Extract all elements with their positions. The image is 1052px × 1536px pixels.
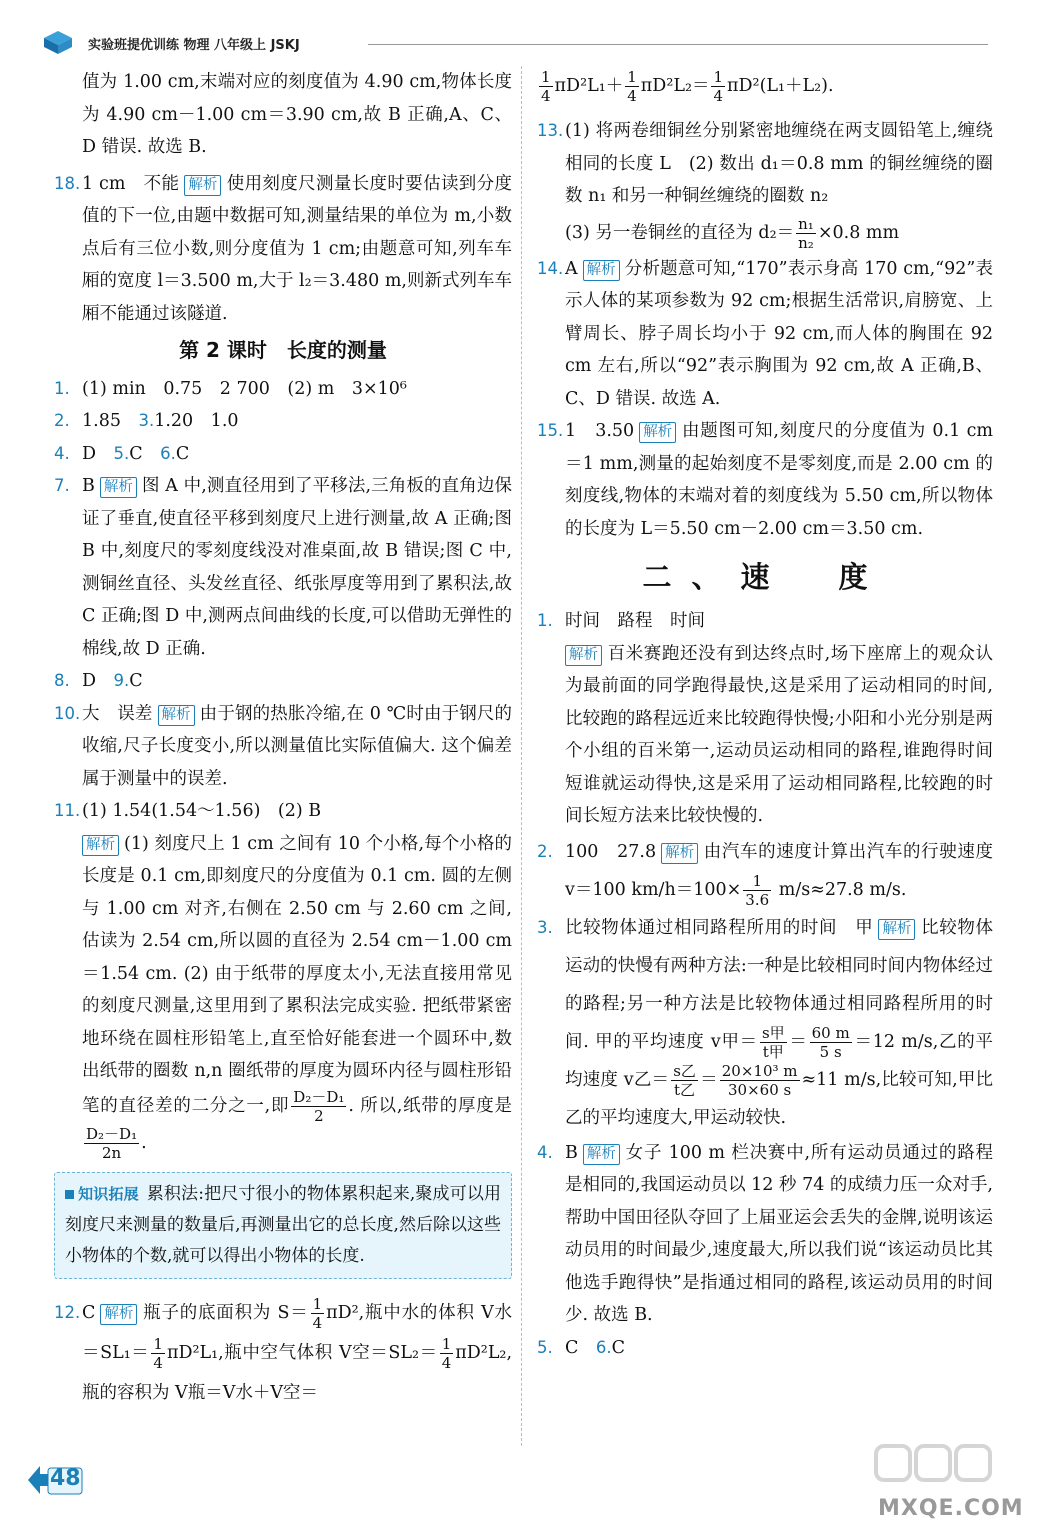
answer-18: 18. 1 cm 不能 解析 使用刻度尺测量长度时要估读到分度值的下一位,由题中数据可知,测量结果的单位为 m,小数点后有三位小数,则分度值为 1 cm;由题意可知,列车车厢的宽度 l＝3.500 m,大于 l₂＝3.480 m,则新式列车车厢不能通过该隧道.: [54, 173, 513, 324]
answer-12-continued: $\frac{1}{4}$ πD²L₁＋ $\frac{1}{4}$ πD²L₂＝ $\frac{1}{4}$ πD²(L₁＋L₂).: [541, 68, 834, 105]
column-divider: [521, 66, 522, 1446]
analysis-tag: 解析: [661, 843, 698, 864]
analysis-tag: 解析: [100, 1304, 137, 1325]
watermark-text: MXQE.COM: [878, 1496, 1024, 1521]
speed-answer-2: 2. 100 27.8 解析 由汽车的速度计算出汽车的行驶速度 v＝100 km/h＝100× $\frac{1}{3.6}$ m/s≈27.8 m/s.: [537, 841, 993, 909]
analysis-tag: 解析: [583, 260, 620, 281]
answer-1: 1. (1) min 0.75 2 700 (2) m 3×10⁶: [54, 378, 407, 399]
speed-answer-5-6: 5. C 6.C: [537, 1337, 626, 1358]
analysis-tag: 解析: [100, 477, 137, 498]
answer-17-continued: 值为 1.00 cm,末端对应的刻度值为 4.90 cm,物体长度为 4.90 cm－1.00 cm＝3.90 cm,故 B 正确,A、C、D 错误. 故选 B.: [82, 72, 512, 157]
answer-2-3: 2. 1.85 3.1.20 1.0: [54, 411, 239, 431]
square-bullet-icon: [65, 1190, 74, 1199]
speed-answer-1: 1. 时间 路程 时间 解析 百米赛跑还没有到达终点时,场下座席上的观众认为最前面的同学跑得最快,这是采用了运动相同的时间,比较跑的路程远近来比较跑得快慢;小阳和小光分别是两个小组的百米第一,运动员运动相同的路程,谁跑得时间短谁就运动得快,这是采用了运动相同路程,比较跑的时间长短方法来比较快慢的.: [537, 611, 993, 826]
analysis-tag: 解析: [878, 919, 915, 940]
answer-12: 12. C 解析 瓶子的底面积为 S＝ $\frac{1}{4}$ πD²,瓶中水的体积 V水＝SL₁＝ $\frac{1}{4}$ πD²L₁,瓶中空气体积 V空＝SL₂＝ $\frac{1}{4}$ πD²L₂,瓶的容积为 V瓶＝V水＋V空＝: [54, 1294, 513, 1403]
fraction: $\frac{\text{s乙}}{\text{t乙}}$: [673, 1061, 696, 1099]
answer-14: 14. A 解析 分析题意可知,“170”表示身高 170 cm,“92”表示人体的某项参数为 92 cm;根据生活常识,肩膀宽、上臂周长、脖子周长均小于 92 cm,而人体的胸围在 92 cm 左右,所以“92”表示胸围为 92 cm,故 A 正确,B、C、D 错误. 故选 A.: [537, 258, 993, 409]
answer-8-9: 8. D 9.C: [54, 671, 143, 691]
fraction: $\frac{1}{4}$: [312, 1294, 323, 1332]
section-title-lesson2: 第 2 课时 长度的测量: [179, 338, 387, 362]
header-rule: [368, 44, 988, 45]
series-title: 实验班提优训练 物理 八年级上 JSKJ: [88, 38, 300, 53]
fraction: $\frac{1}{4}$: [153, 1334, 163, 1372]
fraction: $\frac{\text{D₂－D₁}}{2}$: [293, 1087, 345, 1125]
analysis-tag: 解析: [158, 705, 195, 726]
analysis-tag: 解析: [82, 835, 119, 856]
answer-15: 15. 1 3.50 解析 由题图可知,刻度尺的分度值为 0.1 cm＝1 mm,测量的起始刻度不是零刻度,而是 2.00 cm 的刻度线,物体的末端对着的刻度线为 5.50 cm,所以物体的长度为 L＝5.50 cm－2.00 cm＝3.50 cm.: [537, 421, 993, 539]
analysis-tag: 解析: [184, 175, 221, 196]
page-header: [40, 28, 990, 58]
knowledge-extension-box: 知识拓展 累积法:把尺寸很小的物体累积起来,聚成可以用刻度尺来测量的数量后,再测量出它的总长度,然后除以这些小物体的个数,就可以得出小物体的长度.: [54, 1172, 512, 1279]
section-title-speed: 二、速 度: [642, 560, 888, 594]
answer-13: 13. (1) 将两卷细铜丝分别紧密地缠绕在两支圆铅笔上,缠绕相同的长度 L (2) 数出 d₁＝0.8 mm 的铜丝缠绕的圈数 n₁ 和另一种铜丝缠绕的圈数 n₂ (3) 另一卷铜丝的直径为 d₂＝ $\frac{\text{n₁}}{\text{n₂}}$ ×0.8 mm: [537, 121, 993, 252]
left-column: [54, 66, 512, 1413]
right-column: [537, 66, 993, 1364]
page-number: 48: [50, 1466, 81, 1491]
answer-11: 11. (1) 1.54(1.54～1.56) (2) B 解析 (1) 刻度尺上 1 cm 之间有 10 个小格,每个小格的长度是 0.1 cm,即刻度尺的分度值为 0.1 cm. 圆的左侧与 1.00 cm 对齐,右侧在 2.50 cm 与 2.60 cm 之间,估读为 2.54 cm,所以圆的直径为 2.54 cm－1.00 cm＝1.54 cm. (2) 由于纸带的厚度太小,无法直接用常见的刻度尺测量,这里用到了累积法完成实验. 把纸带紧密地环绕在圆柱形铅笔上,直至恰好能套进一个圆环中,数出纸带的圈数 n,n 圈纸带的厚度为圆环内径与圆柱形铅笔的直径差的二分之一,即 $\frac{\text{D₂－D₁}}{2}$ . 所以,纸带的厚度是 $\frac{\text{D₂－D₁}}{2n}$ .: [54, 801, 512, 1162]
fraction: $\frac{1}{4}$: [441, 1334, 452, 1372]
fraction: $\frac{\text{20×10³ m}}{30\times 60 s}$: [721, 1061, 798, 1099]
fraction: $\frac{1}{3.6}$: [745, 871, 770, 909]
fraction: $\frac{\text{D₂－D₁}}{2n}$: [86, 1124, 138, 1162]
answer-10: 10. 大 误差 解析 由于钢的热胀冷缩,在 0 ℃时由于钢尺的收缩,尺子长度变小,所以测量值比实际值偏大. 这个偏差属于测量中的误差.: [54, 703, 513, 789]
answer-7: 7. B 解析 图 A 中,测直径用到了平移法,三角板的直角边保证了垂直,使直径平移到刻度尺上进行测量,故 A 正确;图 B 中,刻度尺的零刻度线没对准桌面,故 B 错误;图 C 中,测铜丝直径、头发丝直径、纸张厚度等用到了累积法,故 C 正确;图 D 中,测两点间曲线的长度,可以借助无弹性的棉线,故 D 正确.: [54, 476, 512, 659]
fraction: $\frac{\text{n₁}}{\text{n₂}}$: [798, 214, 814, 252]
book-logo-icon: [40, 28, 76, 56]
speed-answer-3: 3. 比较物体通过相同路程所用的时间 甲 解析 比较物体运动的快慢有两种方法:一种是比较相同时间内物体经过的路程;另一种方法是比较物体通过相同路程所用的时间. 甲的平均速度 v甲＝ $\frac{\text{s甲}}{\text{t甲}}$ ＝ $\frac{60 m}{5 s}$ ＝12 m/s,乙的平均速度 v乙＝ $\frac{\text{s乙}}{\text{t乙}}$ ＝ $\frac{\text{20×10³ m}}{30\times 60 s}$ ≈11 m/s,比较可知,甲比乙的平均速度大,甲运动较快.: [537, 917, 994, 1128]
analysis-tag: 解析: [565, 645, 602, 666]
answer-4-6: 4. D 5.C 6.C: [54, 443, 190, 464]
fraction: $\frac{60 m}{5 s}$: [811, 1023, 850, 1061]
fraction: $\frac{\text{s甲}}{\text{t甲}}$: [761, 1023, 785, 1061]
analysis-tag: 解析: [639, 422, 676, 443]
speed-answer-4: 4. B 解析 女子 100 m 栏决赛中,所有运动员通过的路程是相同的,我国运动员以 12 秒 74 的成绩力压一众对手,帮助中国田径队夺回了上届亚运会丢失的金牌,说明该运动员用的时间最少,速度最大,所以我们说“该运动员比其他选手跑得快”是指通过相同的路程,该运动员用的时间少. 故选 B.: [537, 1142, 993, 1325]
analysis-tag: 解析: [583, 1144, 620, 1165]
